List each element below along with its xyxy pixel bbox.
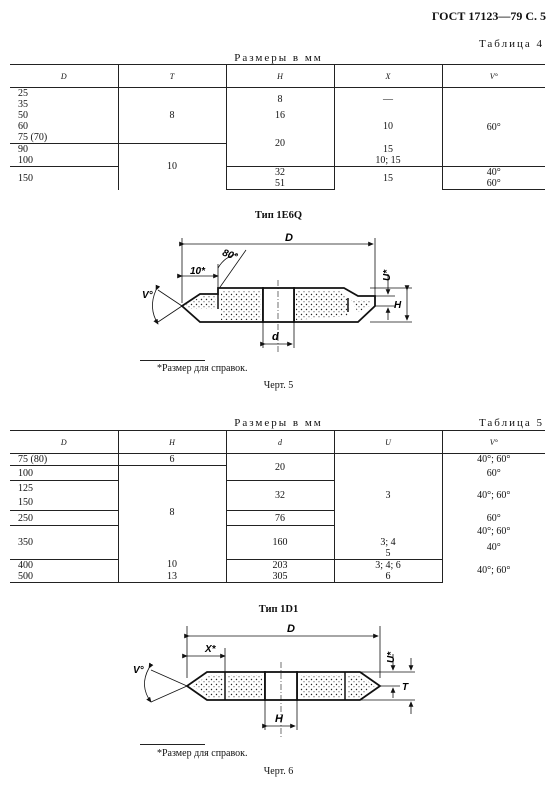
- footnote-rule: [140, 360, 205, 361]
- cell-d: 203: [226, 559, 334, 571]
- cell-H: 13: [118, 571, 226, 583]
- figure-5-drawing: [130, 228, 430, 358]
- figure-6-footnote: *Размер для справок.: [157, 748, 248, 759]
- cell-V: 40°; 60°: [442, 526, 545, 537]
- label-U: U*: [386, 651, 397, 663]
- table-row: [10, 454, 545, 466]
- table-row: [10, 481, 545, 496]
- col-header-V: V°: [442, 65, 545, 88]
- col-header-V: V°: [442, 431, 545, 454]
- col-header-X: X: [334, 65, 442, 88]
- label-H: H: [275, 713, 283, 725]
- table-4-label: Таблица 4: [478, 38, 544, 50]
- label-D: D: [287, 623, 295, 635]
- cell-V: 60°: [442, 466, 545, 481]
- cell-V: 40°; 60°: [442, 454, 545, 466]
- cell-D: 75 (80): [10, 454, 118, 466]
- label-D: D: [285, 232, 293, 244]
- cell-T: 10: [118, 144, 226, 190]
- label-T: T: [402, 682, 409, 693]
- cell-U: 6: [334, 571, 442, 583]
- cell-D: 150: [10, 496, 118, 511]
- table-5-units: Размеры в мм: [234, 417, 323, 429]
- cell-X: 10; 15: [334, 155, 442, 167]
- cell-d: 305: [226, 571, 334, 583]
- cell-V: 40°; 60°: [442, 481, 545, 511]
- label-d: d: [272, 331, 279, 343]
- cell-D: 75 (70): [10, 132, 118, 144]
- cell-D: 50: [10, 110, 118, 121]
- cell-D: 100: [10, 155, 118, 167]
- cell-D: 400: [10, 559, 118, 571]
- table-5-label: Таблица 5: [478, 417, 544, 429]
- col-header-D: D: [10, 431, 118, 454]
- cell-X: —: [334, 88, 442, 111]
- cell-D: 350: [10, 526, 118, 560]
- table-4-units: Размеры в мм: [234, 52, 323, 64]
- cell-H: 8: [226, 88, 334, 111]
- cell-V: 40°; 60°: [442, 559, 545, 582]
- cell-H: 10: [118, 559, 226, 571]
- cell-D: 100: [10, 466, 118, 481]
- cell-H: 16: [226, 110, 334, 121]
- cell-D: 250: [10, 511, 118, 526]
- table-row: [10, 559, 545, 571]
- cell-V: 60°: [442, 178, 545, 190]
- cell-H: 6: [118, 454, 226, 466]
- figure-6-title: Тип 1D1: [258, 604, 299, 615]
- col-header-d: d: [226, 431, 334, 454]
- cell-H: 20: [226, 121, 334, 167]
- label-U: U*: [382, 269, 393, 281]
- table-5: [10, 430, 545, 583]
- cell-V: 40°: [442, 167, 545, 179]
- table-row: [10, 526, 545, 537]
- col-header-D: D: [10, 65, 118, 88]
- cell-U: 3; 4; 6: [334, 559, 442, 571]
- label-V: V°: [133, 665, 144, 676]
- cell-D: 60: [10, 121, 118, 132]
- table-5-header-row: [10, 431, 545, 454]
- table-row: [10, 88, 545, 100]
- table-4: [10, 64, 545, 190]
- cell-d: 32: [226, 481, 334, 511]
- cell-V: 40°: [442, 537, 545, 560]
- cell-U: 3; 4: [334, 537, 442, 548]
- cell-H: 32: [226, 167, 334, 179]
- cell-X: 15: [334, 144, 442, 156]
- cell-d: 20: [226, 454, 334, 481]
- figure-6-caption: Черт. 6: [263, 766, 294, 777]
- col-header-H: H: [118, 431, 226, 454]
- figure-5-footnote: *Размер для справок.: [157, 363, 248, 374]
- cell-D: 125: [10, 481, 118, 496]
- cell-D: 500: [10, 571, 118, 583]
- cell-V: 60°: [442, 88, 545, 167]
- col-header-H: H: [226, 65, 334, 88]
- cell-H: 8: [118, 466, 226, 560]
- cell-U: 3: [334, 454, 442, 537]
- col-header-U: U: [334, 431, 442, 454]
- cell-X: 15: [334, 167, 442, 190]
- label-X: X*: [205, 644, 216, 655]
- cell-d: 76: [226, 511, 334, 526]
- label-10: 10*: [190, 266, 206, 277]
- cell-T: 8: [118, 88, 226, 144]
- figure-5-caption: Черт. 5: [263, 380, 294, 391]
- col-header-T: T: [118, 65, 226, 88]
- cell-V: 60°: [442, 511, 545, 526]
- cell-D: 35: [18, 99, 28, 110]
- table-row: [10, 167, 545, 179]
- figure-6-drawing: [125, 618, 435, 743]
- cell-D: 90: [10, 144, 118, 156]
- cell-H: 51: [226, 178, 334, 190]
- cell-D: 150: [10, 167, 118, 190]
- page-header: ГОСТ 17123—79 С. 5: [431, 9, 546, 23]
- cell-X: 10: [334, 110, 442, 144]
- footnote-rule: [140, 744, 205, 745]
- cell-d: 160: [226, 526, 334, 560]
- figure-5-title: Тип 1E6Q: [254, 210, 303, 221]
- cell-U: 5: [334, 548, 442, 560]
- label-80: 80°: [220, 247, 239, 264]
- cell-D: 25: [10, 88, 118, 100]
- label-H: H: [394, 300, 402, 311]
- table-row: [10, 511, 545, 526]
- table-4-header-row: [10, 65, 545, 88]
- label-V: V°: [142, 290, 153, 301]
